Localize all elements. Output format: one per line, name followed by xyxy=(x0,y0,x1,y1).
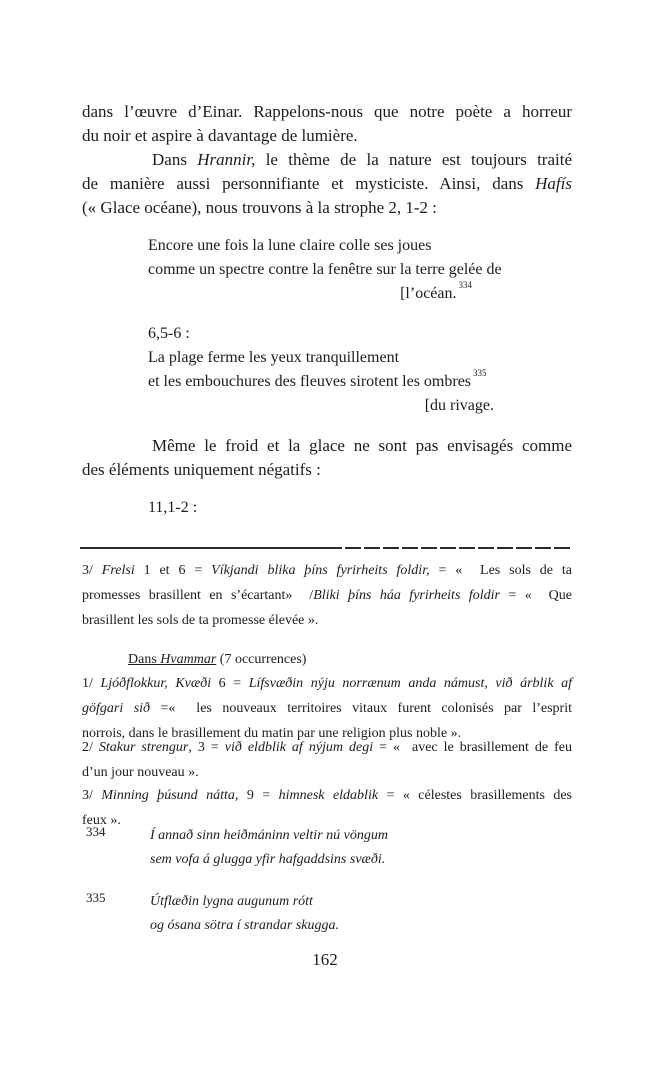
text-line xyxy=(82,647,572,672)
text-segment: comme un spectre contre la fenêtre sur la terre gelée de xyxy=(148,261,502,278)
text-line xyxy=(148,279,572,306)
text-line xyxy=(82,696,572,721)
paragraph-3 xyxy=(82,434,572,482)
text-segment: Même le froid et la glace ne sont pas envisagés comme xyxy=(152,436,572,455)
text-segment: Ljóðflokkur, Kvæði xyxy=(100,676,212,691)
footnote-335-verse xyxy=(150,890,550,938)
text-line xyxy=(148,367,572,394)
text-segment: Stakur strengur xyxy=(98,740,189,755)
text-line xyxy=(148,234,572,258)
text-segment: (7 occurrences) xyxy=(216,652,307,667)
paragraph-2 xyxy=(82,148,572,220)
text-segment: og ósana sötra í strandar skugga. xyxy=(150,918,340,933)
text-segment: Víkjandi blika þíns fyrirheits foldir, xyxy=(211,563,430,578)
text-segment: 3/ xyxy=(82,788,102,803)
text-segment: 6 = xyxy=(211,676,249,691)
footnote-occurrence-2 xyxy=(82,735,572,785)
text-segment: Útflæðin lygna augunum rótt xyxy=(150,894,313,909)
text-line xyxy=(150,848,550,872)
text-line xyxy=(82,558,572,583)
text-line xyxy=(82,608,572,633)
page-number: 162 xyxy=(312,950,338,969)
text-segment: himnesk eldablik xyxy=(278,788,379,803)
text-segment: , 9 = xyxy=(234,788,279,803)
text-segment: Bliki þíns háa fyrirheits foldir xyxy=(313,588,500,603)
text-line xyxy=(150,914,550,938)
text-segment: = « Les sols de ta xyxy=(429,563,573,578)
text-line xyxy=(82,458,572,482)
text-segment: = « célestes brasillements des xyxy=(378,788,573,803)
text-segment: Dans xyxy=(152,150,198,169)
text-line xyxy=(150,824,550,848)
text-segment: dans l’œuvre d’Einar. Rappelons-nous que notre poète a horreur xyxy=(82,102,572,121)
text-segment: feux ». xyxy=(82,813,121,828)
text-segment: = « avec le brasillement de feu xyxy=(373,740,572,755)
text-line xyxy=(82,124,572,148)
verse-quote-1 xyxy=(148,234,572,306)
text-segment: Encore une fois la lune claire colle ses joues xyxy=(148,237,432,254)
text-segment: = « Que xyxy=(499,588,572,603)
text-segment: Hafís xyxy=(535,174,572,193)
text-line xyxy=(82,783,572,808)
text-line xyxy=(150,890,550,914)
footnote-marker-334: 334 xyxy=(86,824,106,839)
text-segment: 2/ xyxy=(82,740,99,755)
text-line xyxy=(82,735,572,760)
text-line xyxy=(148,322,572,346)
text-segment: (« Glace océane), nous trouvons à la strophe 2, 1-2 : xyxy=(82,198,437,217)
text-line xyxy=(148,496,572,520)
text-segment: d’un jour nouveau ». xyxy=(82,765,199,780)
text-segment: 1/ xyxy=(82,676,101,691)
text-segment: Lífsvæðin nýju norrænum anda námust, við árblik af xyxy=(248,676,572,691)
separator-dashes xyxy=(326,547,572,549)
paragraph-1 xyxy=(82,100,572,148)
text-line xyxy=(82,671,572,696)
text-line xyxy=(82,172,572,196)
footnote-frelsi xyxy=(82,558,572,633)
text-line xyxy=(148,394,572,418)
text-segment: , 3 = xyxy=(188,740,225,755)
text-segment: Í annað sinn heiðmáninn veltir nú vöngum xyxy=(150,828,388,843)
text-segment: sem vofa á glugga yfir hafgaddsins svæði. xyxy=(150,852,386,867)
text-segment: La plage ferme les yeux tranquillement xyxy=(148,349,400,366)
text-segment: des éléments uniquement négatifs : xyxy=(82,460,321,479)
footnote-hvammar-heading xyxy=(82,647,572,672)
footnote-call: 334 xyxy=(458,279,472,290)
text-segment: Hrannir, xyxy=(197,150,256,169)
text-segment: [du rivage. xyxy=(424,397,494,414)
verse-quote-2 xyxy=(148,322,572,418)
text-segment: =« les nouveaux territoires vitaux furent colonisés par l’esprit xyxy=(150,701,572,716)
text-segment: le thème de la nature est toujours traité xyxy=(255,150,572,169)
text-segment: Frelsi xyxy=(101,563,135,578)
text-segment: Dans xyxy=(128,652,161,667)
text-segment: et les embouchures des fleuves sirotent les ombres xyxy=(148,373,472,390)
text-line xyxy=(82,583,572,608)
text-line xyxy=(148,258,572,282)
text-segment: Hvammar xyxy=(160,652,217,667)
text-line xyxy=(82,196,572,220)
text-segment: de manière aussi personnifiante et mysticiste. Ainsi, dans xyxy=(82,174,536,193)
text-segment: 11,1-2 : xyxy=(148,499,198,516)
text-segment: 1 et 6 = xyxy=(134,563,212,578)
text-segment: 3/ xyxy=(82,563,102,578)
text-segment: [l’océan. xyxy=(400,285,457,302)
text-segment: göfgari sið xyxy=(82,701,151,716)
footnote-334-verse xyxy=(150,824,550,872)
text-segment: við eldblik af nýjum degi xyxy=(224,740,374,755)
text-segment: du noir et aspire à davantage de lumière. xyxy=(82,126,358,145)
text-segment: Minning þúsund nátta xyxy=(101,788,235,803)
text-line xyxy=(82,760,572,785)
footnote-call: 335 xyxy=(473,367,487,378)
text-line xyxy=(82,434,572,458)
strophe-reference xyxy=(148,496,572,520)
text-segment: 6,5-6 : xyxy=(148,325,190,342)
text-segment: norrois, dans le brasillement du matin par une religion plus noble ». xyxy=(82,726,462,741)
footnote-separator xyxy=(80,547,572,549)
text-line xyxy=(148,346,572,370)
text-line xyxy=(82,148,572,172)
text-line xyxy=(82,100,572,124)
footnote-marker-335: 335 xyxy=(86,890,106,905)
text-segment: promesses brasillent en s’écartant» / xyxy=(82,588,314,603)
text-segment: brasillent les sols de ta promesse élevée ». xyxy=(82,613,319,628)
